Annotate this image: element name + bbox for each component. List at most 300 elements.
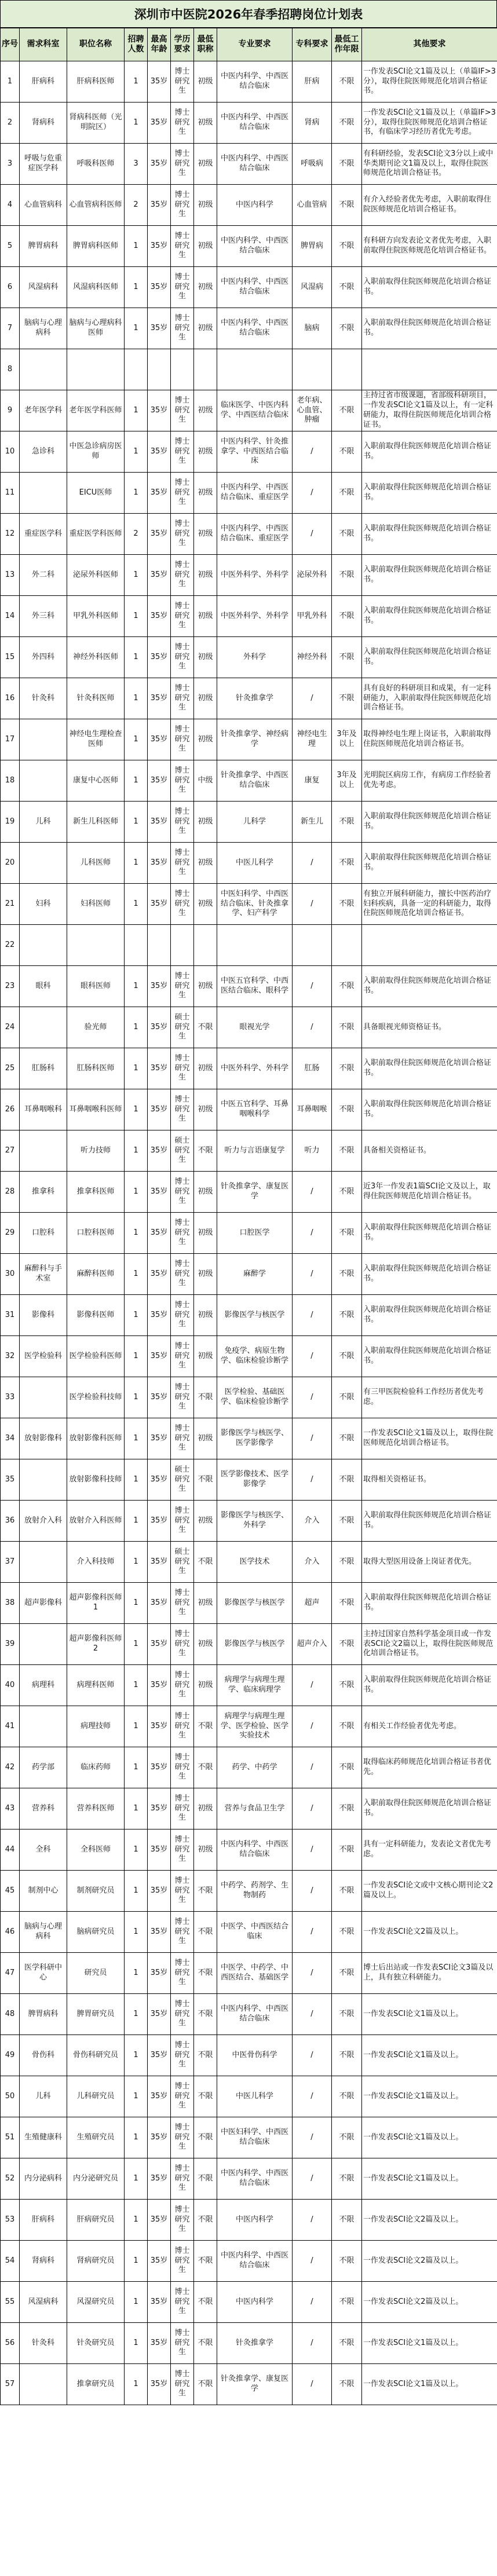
- column-header: 其他要求: [362, 28, 497, 61]
- table-cell: 35岁: [148, 1459, 171, 1501]
- table-row: [1, 678, 497, 719]
- table-cell: 51: [1, 2117, 20, 2158]
- table-cell: 影像医学与核医学: [217, 1295, 293, 1336]
- table-cell: 不限: [332, 2364, 362, 2405]
- table-cell: 35岁: [148, 1953, 171, 1994]
- table-cell: 博士研究生: [171, 2323, 194, 2364]
- table-cell: 35岁: [148, 1542, 171, 1583]
- table-cell: 入职前取得住院医师规范化培训合格证书。: [362, 596, 497, 637]
- table-cell: 15: [1, 637, 20, 678]
- table-cell: 新生儿: [293, 802, 332, 843]
- table-cell: 35岁: [148, 884, 171, 925]
- table-cell: 中医内科学、中西医结合临床: [217, 103, 293, 144]
- table-cell: 不限: [332, 1501, 362, 1542]
- table-cell: 中医内科学: [217, 2282, 293, 2323]
- table-cell: 博士研究生: [171, 2282, 194, 2323]
- table-cell: 1: [125, 555, 148, 596]
- table-cell: 35岁: [148, 596, 171, 637]
- table-cell: 35岁: [148, 2117, 171, 2158]
- table-cell: 入职前取得住院医师规范化培训合格证书。: [362, 1089, 497, 1130]
- table-cell: 肝病科医师: [67, 61, 125, 103]
- table-cell: /: [293, 1665, 332, 1706]
- table-cell: 博士研究生: [171, 103, 194, 144]
- table-cell: 呼吸科医师: [67, 144, 125, 185]
- column-header: 序号: [1, 28, 20, 61]
- table-cell: 博士研究生: [171, 1048, 194, 1089]
- table-cell: 入职前取得住院医师规范化培训合格证书。: [362, 1501, 497, 1542]
- table-row: [1, 308, 497, 349]
- table-cell: 营养与食品卫生学: [217, 1788, 293, 1829]
- table-cell: 不限: [194, 1747, 217, 1788]
- table-row: [1, 1871, 497, 1912]
- column-header: 学历要求: [171, 28, 194, 61]
- table-cell: [20, 925, 67, 966]
- table-cell: 中医内科学、中西医结合临床、重症医学: [217, 473, 293, 514]
- table-cell: 博士研究生: [171, 966, 194, 1007]
- table-cell: 初级: [194, 514, 217, 555]
- table-cell: 泌尿外科: [293, 555, 332, 596]
- table-cell: 不限: [332, 431, 362, 473]
- table-row: [1, 1912, 497, 1953]
- table-cell: 初级: [194, 1665, 217, 1706]
- table-cell: 不限: [194, 1007, 217, 1048]
- table-cell: 1: [125, 1624, 148, 1665]
- table-cell: 全科: [20, 1829, 67, 1871]
- table-cell: 入职前取得住院医师规范化培训合格证书。: [362, 1213, 497, 1254]
- table-cell: 20: [1, 843, 20, 884]
- table-cell: 博士研究生: [171, 719, 194, 760]
- table-cell: 博士研究生: [171, 514, 194, 555]
- table-cell: 1: [125, 1130, 148, 1172]
- table-cell: 7: [1, 308, 20, 349]
- table-cell: 1: [125, 2158, 148, 2200]
- table-cell: 放射介入科医师: [67, 1501, 125, 1542]
- table-cell: 21: [1, 884, 20, 925]
- table-row: [1, 2076, 497, 2117]
- table-cell: 儿科医师: [67, 843, 125, 884]
- table-cell: 3年及以上: [332, 719, 362, 760]
- table-cell: 1: [125, 1418, 148, 1459]
- table-cell: 脑病与心理病科: [20, 1912, 67, 1953]
- table-cell: 38: [1, 1583, 20, 1624]
- table-cell: 取得相关资格证书。: [362, 1459, 497, 1501]
- table-cell: 初级: [194, 1624, 217, 1665]
- table-cell: 影像医学与核医学、外科学: [217, 1501, 293, 1542]
- column-header: 招聘人数: [125, 28, 148, 61]
- table-cell: [332, 925, 362, 966]
- table-cell: 不限: [194, 2158, 217, 2200]
- table-cell: 49: [1, 2035, 20, 2076]
- table-cell: 博士研究生: [171, 267, 194, 308]
- table-cell: 32: [1, 1336, 20, 1377]
- table-cell: 不限: [332, 1912, 362, 1953]
- table-cell: [67, 349, 125, 390]
- table-cell: 近3年一作发表1篇SCI论文及以上，取得住院医师规范化培训合格证书。: [362, 1172, 497, 1213]
- table-cell: 35岁: [148, 2076, 171, 2117]
- table-cell: 35岁: [148, 2364, 171, 2405]
- table-cell: 35岁: [148, 802, 171, 843]
- table-cell: 1: [125, 431, 148, 473]
- table-cell: 影像科医师: [67, 1295, 125, 1336]
- table-cell: 中医外科学、外科学: [217, 1048, 293, 1089]
- table-cell: 麻醉科医师: [67, 1254, 125, 1295]
- column-header: 职位名称: [67, 28, 125, 61]
- table-cell: 心血管病科医师: [67, 185, 125, 226]
- table-cell: [217, 349, 293, 390]
- table-cell: /: [293, 514, 332, 555]
- table-cell: 不限: [194, 1994, 217, 2035]
- table-cell: 18: [1, 760, 20, 802]
- table-cell: 22: [1, 925, 20, 966]
- table-row: [1, 390, 497, 431]
- table-cell: 35岁: [148, 2200, 171, 2241]
- table-cell: 35岁: [148, 1829, 171, 1871]
- table-cell: 35岁: [148, 637, 171, 678]
- table-cell: [20, 1130, 67, 1172]
- table-cell: /: [293, 1213, 332, 1254]
- table-cell: 35岁: [148, 1172, 171, 1213]
- table-cell: [148, 925, 171, 966]
- table-cell: 博士研究生: [171, 802, 194, 843]
- table-row: [1, 1747, 497, 1788]
- table-cell: [362, 925, 497, 966]
- table-cell: 超声影像科: [20, 1583, 67, 1624]
- table-cell: 生殖研究员: [67, 2117, 125, 2158]
- table-cell: 入职前取得住院医师规范化培训合格证书。: [362, 473, 497, 514]
- table-cell: 初级: [194, 390, 217, 431]
- table-cell: 肾病科: [20, 2241, 67, 2282]
- table-cell: 1: [125, 473, 148, 514]
- table-cell: 儿科学: [217, 802, 293, 843]
- table-row: [1, 1295, 497, 1336]
- table-cell: 初级: [194, 1336, 217, 1377]
- table-cell: 一作发表SCI论文2篇及以上。: [362, 1912, 497, 1953]
- table-cell: 博士研究生: [171, 390, 194, 431]
- table-cell: 博士研究生: [171, 1747, 194, 1788]
- table-row: [1, 349, 497, 390]
- table-cell: 中医内科学、中西医结合临床: [217, 308, 293, 349]
- table-cell: 泌尿外科医师: [67, 555, 125, 596]
- table-cell: 1: [125, 1336, 148, 1377]
- table-cell: 主持过国家自然科学基金项目或一作发表SCI论文2篇以上，取得住院医师规范化培训合格证书。: [362, 1624, 497, 1665]
- table-cell: 一作发表SCI论文或中文核心期刊论文2篇及以上。: [362, 1871, 497, 1912]
- table-cell: 35岁: [148, 308, 171, 349]
- table-cell: 风湿病科医师: [67, 267, 125, 308]
- table-cell: 一作发表SCI论文1篇及以上（单篇IF>3分），取得住院医师规范化培训合格证书，有临床学习经历者优先考虑。: [362, 103, 497, 144]
- table-cell: 呼吸与危重症医学科: [20, 144, 67, 185]
- table-cell: 医学检验、基础医学、临床检验诊断学: [217, 1377, 293, 1418]
- table-cell: 不限: [332, 1583, 362, 1624]
- table-cell: 病理技师: [67, 1706, 125, 1747]
- table-cell: 病理学与病理生理学、医学检验、医学实验技术: [217, 1706, 293, 1747]
- table-cell: 中医内科学、中西医结合临床: [217, 2158, 293, 2200]
- table-cell: 不限: [332, 1665, 362, 1706]
- table-cell: 1: [125, 1953, 148, 1994]
- table-cell: /: [293, 2282, 332, 2323]
- table-cell: 影像科: [20, 1295, 67, 1336]
- table-cell: 1: [125, 678, 148, 719]
- table-cell: 不限: [332, 1459, 362, 1501]
- table-row: [1, 1130, 497, 1172]
- table-cell: 博士研究生: [171, 555, 194, 596]
- table-cell: 取得大型医用设备上岗证者优先。: [362, 1542, 497, 1583]
- table-cell: [20, 1542, 67, 1583]
- table-cell: 一作发表SCI论文2篇及以上。: [362, 2241, 497, 2282]
- table-cell: 2: [125, 514, 148, 555]
- table-cell: 35岁: [148, 103, 171, 144]
- table-cell: 35岁: [148, 1994, 171, 2035]
- table-cell: 35岁: [148, 1336, 171, 1377]
- table-cell: 初级: [194, 966, 217, 1007]
- table-row: [1, 637, 497, 678]
- table-cell: 初级: [194, 1172, 217, 1213]
- table-cell: 一作发表SCI论文1篇及以上。: [362, 1994, 497, 2035]
- table-cell: [148, 349, 171, 390]
- table-cell: 急诊科: [20, 431, 67, 473]
- table-cell: 肝病: [293, 61, 332, 103]
- table-cell: 35岁: [148, 2241, 171, 2282]
- table-cell: 不限: [194, 2076, 217, 2117]
- table-cell: 放射影像科: [20, 1418, 67, 1459]
- table-cell: 不限: [194, 2364, 217, 2405]
- table-cell: 博士研究生: [171, 2035, 194, 2076]
- table-row: [1, 226, 497, 267]
- table-cell: /: [293, 1706, 332, 1747]
- table-cell: 中医内科学: [217, 2200, 293, 2241]
- table-cell: 不限: [332, 514, 362, 555]
- table-cell: 博士研究生: [171, 678, 194, 719]
- table-cell: 不限: [332, 1130, 362, 1172]
- table-cell: 脑病与心理病科: [20, 308, 67, 349]
- table-cell: 5: [1, 226, 20, 267]
- table-cell: 不限: [332, 226, 362, 267]
- table-cell: 研究员: [67, 1953, 125, 1994]
- table-row: [1, 596, 497, 637]
- table-cell: 一作发表SCI论文1篇及以上。: [362, 2035, 497, 2076]
- table-cell: 初级: [194, 555, 217, 596]
- table-cell: 28: [1, 1172, 20, 1213]
- table-cell: /: [293, 1829, 332, 1871]
- table-cell: 1: [125, 267, 148, 308]
- table-cell: 1: [125, 1788, 148, 1829]
- table-cell: 入职前取得住院医师规范化培训合格证书。: [362, 267, 497, 308]
- table-cell: 41: [1, 1706, 20, 1747]
- table-cell: 推拿科: [20, 1172, 67, 1213]
- table-cell: /: [293, 1747, 332, 1788]
- table-cell: 23: [1, 966, 20, 1007]
- table-row: [1, 1089, 497, 1130]
- table-cell: 1: [125, 1501, 148, 1542]
- table-cell: 肾病科医师（光明院区）: [67, 103, 125, 144]
- table-cell: 1: [125, 1213, 148, 1254]
- table-cell: 一作发表SCI论文1篇及以上。: [362, 2323, 497, 2364]
- table-cell: 不限: [332, 61, 362, 103]
- table-row: [1, 966, 497, 1007]
- table-cell: 不限: [332, 2200, 362, 2241]
- table-cell: 1: [125, 2241, 148, 2282]
- table-cell: 外二科: [20, 555, 67, 596]
- table-cell: 1: [125, 1829, 148, 1871]
- table-cell: 1: [125, 1747, 148, 1788]
- table-cell: 4: [1, 185, 20, 226]
- table-cell: 初级: [194, 1418, 217, 1459]
- table-row: [1, 1377, 497, 1418]
- table-row: [1, 2241, 497, 2282]
- table-cell: 博士研究生: [171, 1829, 194, 1871]
- table-cell: 35岁: [148, 678, 171, 719]
- table-cell: 48: [1, 1994, 20, 2035]
- table-cell: 儿科: [20, 802, 67, 843]
- table-cell: 初级: [194, 226, 217, 267]
- table-cell: 3: [125, 144, 148, 185]
- table-cell: 35岁: [148, 843, 171, 884]
- table-cell: 博士研究生: [171, 1172, 194, 1213]
- table-cell: 入职前取得住院医师规范化培训合格证书。: [362, 308, 497, 349]
- table-cell: 2: [125, 185, 148, 226]
- table-cell: [194, 349, 217, 390]
- table-cell: 耳鼻咽喉科医师: [67, 1089, 125, 1130]
- table-cell: 初级: [194, 596, 217, 637]
- table-cell: 外四科: [20, 637, 67, 678]
- table-cell: 1: [125, 884, 148, 925]
- table-cell: 硕士研究生: [171, 1007, 194, 1048]
- table-cell: 不限: [332, 1747, 362, 1788]
- table-cell: 初级: [194, 843, 217, 884]
- table-cell: 33: [1, 1377, 20, 1418]
- table-cell: /: [293, 843, 332, 884]
- table-cell: 1: [125, 1377, 148, 1418]
- table-cell: /: [293, 2158, 332, 2200]
- table-cell: 55: [1, 2282, 20, 2323]
- table-cell: 药学、中药学: [217, 1747, 293, 1788]
- table-cell: 初级: [194, 1788, 217, 1829]
- table-cell: 3年及以上: [332, 760, 362, 802]
- table-cell: 中医内科学、中西医结合临床: [217, 2241, 293, 2282]
- table-cell: [20, 760, 67, 802]
- table-cell: 新生儿科医师: [67, 802, 125, 843]
- table-cell: 1: [125, 637, 148, 678]
- table-cell: 初级: [194, 267, 217, 308]
- table-cell: 妇科医师: [67, 884, 125, 925]
- table-cell: 肝病科: [20, 61, 67, 103]
- table-cell: 中医妇科学、中西医结合临床: [217, 2117, 293, 2158]
- table-cell: 放射介入科: [20, 1501, 67, 1542]
- table-cell: 1: [125, 1295, 148, 1336]
- table-cell: 具有一定科研能力，发表论文者优先考虑。: [362, 1829, 497, 1871]
- table-cell: 初级: [194, 1501, 217, 1542]
- table-cell: 入职前取得住院医师规范化培训合格证书。: [362, 555, 497, 596]
- table-cell: 初级: [194, 637, 217, 678]
- table-row: [1, 2200, 497, 2241]
- table-cell: [20, 2364, 67, 2405]
- table-cell: 初级: [194, 1583, 217, 1624]
- table-cell: 推拿研究员: [67, 2364, 125, 2405]
- table-cell: 35岁: [148, 760, 171, 802]
- table-cell: 针灸推拿学、康复医学: [217, 2364, 293, 2405]
- table-cell: [194, 925, 217, 966]
- table-cell: 初级: [194, 1213, 217, 1254]
- table-cell: 博士研究生: [171, 1501, 194, 1542]
- table-cell: 25: [1, 1048, 20, 1089]
- table-cell: 听力技师: [67, 1130, 125, 1172]
- table-cell: 博士研究生: [171, 61, 194, 103]
- table-cell: 1: [125, 2200, 148, 2241]
- table-cell: 43: [1, 1788, 20, 1829]
- table-cell: 不限: [332, 802, 362, 843]
- table-cell: 27: [1, 1130, 20, 1172]
- table-cell: 博士研究生: [171, 2200, 194, 2241]
- table-cell: 博士研究生: [171, 1706, 194, 1747]
- table-cell: 重症医学科医师: [67, 514, 125, 555]
- table-cell: 1: [125, 2035, 148, 2076]
- table-cell: 博士研究生: [171, 1254, 194, 1295]
- table-cell: 26: [1, 1089, 20, 1130]
- column-header: 专业要求: [217, 28, 293, 61]
- table-cell: 针灸推拿学: [217, 2323, 293, 2364]
- table-cell: 中医五官科学、耳鼻咽喉科学: [217, 1089, 293, 1130]
- table-cell: 1: [125, 1172, 148, 1213]
- table-cell: 54: [1, 2241, 20, 2282]
- page-title: 深圳市中医院2026年春季招聘岗位计划表: [0, 0, 497, 28]
- table-cell: 40: [1, 1665, 20, 1706]
- table-cell: 入职前取得住院医师规范化培训合格证书。: [362, 1788, 497, 1829]
- table-cell: 博士研究生: [171, 1788, 194, 1829]
- table-cell: 不限: [194, 1706, 217, 1747]
- table-cell: 1: [1, 61, 20, 103]
- table-row: [1, 925, 497, 966]
- table-cell: 35岁: [148, 1254, 171, 1295]
- table-cell: 中医内科学、中西医结合临床: [217, 226, 293, 267]
- table-cell: [20, 1007, 67, 1048]
- table-cell: 入职前取得住院医师规范化培训合格证书。: [362, 431, 497, 473]
- table-cell: /: [293, 1336, 332, 1377]
- table-cell: [217, 925, 293, 966]
- table-cell: 博士研究生: [171, 1213, 194, 1254]
- table-cell: 博士研究生: [171, 1295, 194, 1336]
- table-cell: 有科研方向发表论文者优先考虑，入职前取得住院医师规范化培训合格证书。: [362, 226, 497, 267]
- table-cell: 医学技术: [217, 1542, 293, 1583]
- table-cell: 46: [1, 1912, 20, 1953]
- table-cell: 脾胃研究员: [67, 1994, 125, 2035]
- table-cell: 16: [1, 678, 20, 719]
- table-cell: 耳鼻咽喉: [293, 1089, 332, 1130]
- table-cell: 1: [125, 2117, 148, 2158]
- table-cell: 麻醉科与手术室: [20, 1254, 67, 1295]
- table-cell: 放射影像科技师: [67, 1459, 125, 1501]
- table-cell: [293, 925, 332, 966]
- table-cell: 35岁: [148, 1377, 171, 1418]
- table-cell: 不限: [194, 2241, 217, 2282]
- table-cell: 35岁: [148, 185, 171, 226]
- table-cell: 1: [125, 1583, 148, 1624]
- table-cell: 博士研究生: [171, 1089, 194, 1130]
- table-row: [1, 1172, 497, 1213]
- table-cell: 35岁: [148, 555, 171, 596]
- table-cell: 中医急诊病房医师: [67, 431, 125, 473]
- table-cell: 不限: [332, 2323, 362, 2364]
- table-cell: 针灸推拿学、神经病学: [217, 719, 293, 760]
- table-cell: [20, 719, 67, 760]
- table-cell: 不限: [332, 596, 362, 637]
- table-cell: 医学检验科医师: [67, 1336, 125, 1377]
- table-cell: 介入: [293, 1542, 332, 1583]
- table-cell: 不限: [332, 103, 362, 144]
- table-cell: 超声影像科医师2: [67, 1624, 125, 1665]
- table-cell: 风湿研究员: [67, 2282, 125, 2323]
- table-cell: 博士研究生: [171, 2364, 194, 2405]
- table-cell: 中医内科学、中西医结合临床: [217, 267, 293, 308]
- table-cell: /: [293, 1912, 332, 1953]
